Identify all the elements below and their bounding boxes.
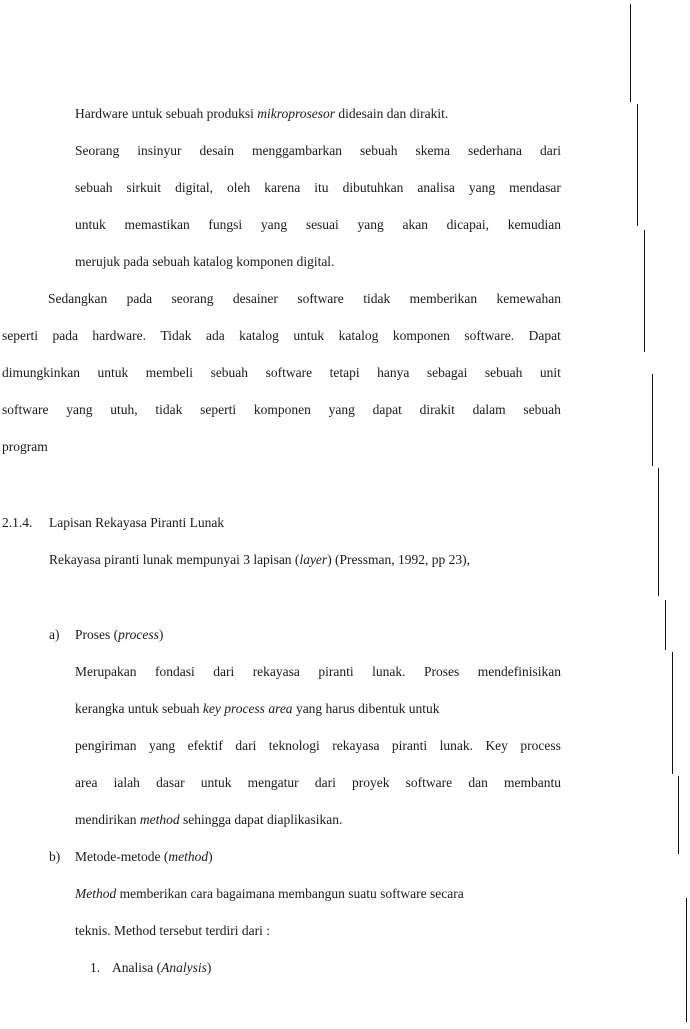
scan-edge-line xyxy=(630,4,631,102)
list-marker: a) xyxy=(49,627,60,642)
paragraph-line: area ialah dasar untuk mengatur dari proyek software dan membantu xyxy=(75,775,561,790)
scan-edge-line xyxy=(637,104,638,226)
list-item-heading: Metode-metode (method) xyxy=(75,849,213,864)
scan-edge-line xyxy=(665,600,666,650)
scan-edge-line xyxy=(658,468,659,596)
paragraph-line: seperti pada hardware. Tidak ada katalog untuk katalog komponen software. Dapat xyxy=(2,328,561,343)
paragraph-line: merujuk pada sebuah katalog komponen digital. xyxy=(75,254,335,269)
section-number: 2.1.4. xyxy=(2,515,33,530)
scan-edge-line xyxy=(672,652,673,774)
scan-edge-line xyxy=(652,374,653,466)
paragraph-line: Seorang insinyur desain menggambarkan sebuah skema sederhana dari xyxy=(75,143,561,158)
paragraph-line: Sedangkan pada seorang desainer software tidak memberikan kemewahan xyxy=(48,291,561,306)
list-item-heading: Proses (process) xyxy=(75,627,164,642)
paragraph-line: untuk memastikan fungsi yang sesuai yang akan dicapai, kemudian xyxy=(75,217,561,232)
paragraph-line: dimungkinkan untuk membeli sebuah software tetapi hanya sebagai sebuah unit xyxy=(2,365,561,380)
paragraph-line: kerangka untuk sebuah key process area yang harus dibentuk untuk xyxy=(75,701,440,716)
scan-edge-line xyxy=(644,230,645,352)
paragraph-line: mendirikan method sehingga dapat diaplikasikan. xyxy=(75,812,343,827)
paragraph-line: pengiriman yang efektif dari teknologi rekayasa piranti lunak. Key process xyxy=(75,738,561,753)
section-title: Lapisan Rekayasa Piranti Lunak xyxy=(49,515,225,530)
paragraph-line: Hardware untuk sebuah produksi mikroprosesor didesain dan dirakit. xyxy=(75,106,449,121)
paragraph-line: teknis. Method tersebut terdiri dari : xyxy=(75,923,270,938)
scan-edge-line xyxy=(686,898,687,1022)
list-item-heading: Analisa (Analysis) xyxy=(112,960,212,975)
paragraph-line: software yang utuh, tidak seperti komponen yang dapat dirakit dalam sebuah xyxy=(2,402,561,417)
paragraph-line: sebuah sirkuit digital, oleh karena itu dibutuhkan analisa yang mendasar xyxy=(75,180,561,195)
paragraph-line: program xyxy=(2,439,48,454)
list-marker: b) xyxy=(49,849,61,864)
paragraph-line: Merupakan fondasi dari rekayasa piranti lunak. Proses mendefinisikan xyxy=(75,664,561,679)
section-intro: Rekayasa piranti lunak mempunyai 3 lapisan (layer) (Pressman, 1992, pp 23), xyxy=(49,552,471,567)
scan-edge-line xyxy=(678,776,679,854)
list-marker: 1. xyxy=(90,960,101,975)
paragraph-line: Method memberikan cara bagaimana membangun suatu software secara xyxy=(75,886,464,901)
